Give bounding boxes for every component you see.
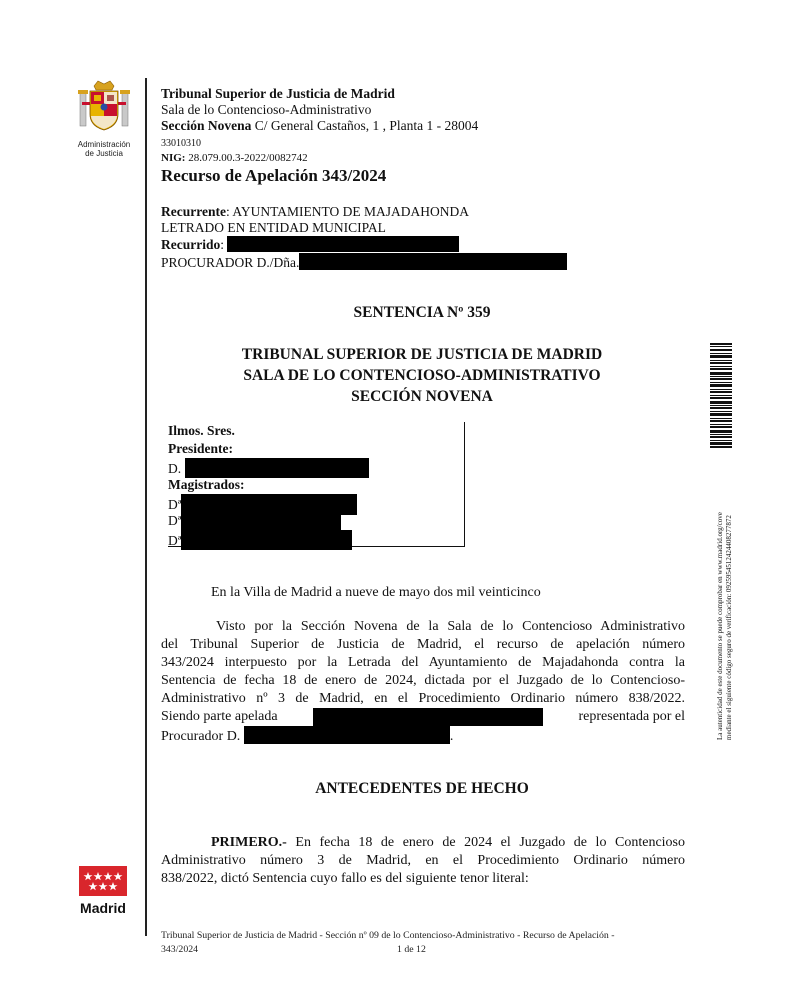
redaction-block — [313, 708, 543, 726]
president-prefix: D. — [168, 461, 182, 476]
intro-line: 343/2024 interpuesto por la Letrada del Ayuntamiento de Majadahonda contra la — [161, 655, 685, 670]
madrid-logo — [79, 866, 127, 920]
justicia-logo — [76, 80, 132, 158]
court-heading-line: SALA DE LO CONTENCIOSO-ADMINISTRATIVO — [243, 367, 601, 384]
primero-line — [161, 834, 685, 852]
footer-case: 343/2024 — [161, 944, 199, 955]
place-date: En la Villa de Madrid a nueve de mayo dos mil veinticinco — [211, 585, 541, 600]
margin-rule — [145, 78, 147, 936]
page-footer — [161, 929, 701, 957]
respondent — [161, 236, 459, 253]
barcode — [710, 343, 732, 449]
section-name: Sección Novena — [161, 118, 252, 133]
respondent-colon: : — [220, 237, 224, 252]
nig-value: 28.079.00.3-2022/0082742 — [185, 152, 308, 164]
page-number: 1 de 12 — [397, 944, 426, 955]
redaction-block — [227, 236, 459, 252]
president-label: Presidente: — [168, 441, 233, 456]
primero-text: En fecha 18 de enero de 2024 el Juzgado de lo Contencioso — [286, 835, 685, 850]
appellant — [161, 204, 469, 220]
section-address — [161, 118, 478, 134]
intro-line6-end: representada por el — [578, 709, 685, 724]
intro-line7-end: . — [449, 729, 454, 744]
footer-line: Tribunal Superior de Justicia de Madrid - Sección nº 09 de lo Contencioso-Administrativo - Recurso de Apelación - — [161, 930, 615, 941]
intro-line — [161, 726, 685, 746]
respondent-label: Recurrido — [161, 237, 221, 252]
court-name: Tribunal Superior de Justicia de Madrid — [161, 86, 395, 101]
address: C/ General Castaños, 1 , Planta 1 - 28004 — [251, 118, 479, 133]
redaction-block — [181, 530, 352, 550]
court-heading-line: TRIBUNAL SUPERIOR DE JUSTICIA DE MADRID — [241, 346, 603, 363]
primero-line: Administrativo número 3 de Madrid, en el Procedimiento Ordinario número — [161, 853, 685, 868]
redaction-block — [299, 253, 567, 270]
court-heading — [146, 344, 698, 407]
intro-line6-start: Siendo parte apelada — [161, 709, 278, 724]
chamber-name: Sala de lo Contencioso-Administrativo — [161, 102, 372, 117]
panel-heading: Ilmos. Sres. — [168, 423, 235, 438]
judges-panel — [168, 422, 465, 547]
primero-paragraph — [161, 834, 685, 888]
intro-line — [161, 708, 685, 726]
intro-paragraph — [161, 618, 685, 746]
redaction-block — [185, 458, 369, 478]
primero-label: PRIMERO.- — [211, 835, 287, 850]
appeal-title: Recurso de Apelación 343/2024 — [161, 166, 387, 185]
magistrate-prefix: Dª — [168, 533, 182, 548]
magistrate-row — [168, 512, 341, 530]
lawyer: LETRADO EN ENTIDAD MUNICIPAL — [161, 220, 386, 235]
intro-line7-start: Procurador D. — [161, 729, 241, 744]
president-row — [168, 458, 369, 478]
madrid-flag — [79, 866, 127, 896]
verification-note — [705, 470, 733, 740]
magistrate-row — [168, 530, 352, 550]
court-heading-line: SECCIÓN NOVENA — [351, 388, 493, 405]
verification-line: mediante el siguiente código seguro de verificación: 0925954512424408277872 — [725, 515, 733, 740]
verification-line: La autenticidad de este documento se puede comprobar en www.madrid.org/cove — [716, 512, 724, 740]
appellant-value: : AYUNTAMIENTO DE MAJADAHONDA — [225, 204, 470, 219]
magistrates-label: Magistrados: — [168, 477, 245, 492]
primero-line: 838/2022, dictó Sentencia cuyo fallo es del siguiente tenor literal: — [161, 871, 529, 886]
procurator — [161, 253, 567, 271]
redaction-block — [244, 726, 450, 744]
appellant-label: Recurrente — [161, 204, 226, 219]
justicia-label: Administración de Justicia — [77, 140, 131, 158]
footer-line — [161, 943, 701, 957]
office-code: 33010310 — [161, 138, 201, 149]
stars-icon — [79, 866, 127, 896]
magistrate-prefix: Dª — [168, 497, 182, 512]
barcode-icon — [710, 343, 732, 449]
intro-line: Visto por la Sección Novena de la Sala de lo Contencioso Administrativo — [216, 619, 685, 634]
nig — [161, 150, 308, 166]
intro-line: Administrativo nº 3 de Madrid, en el Procedimiento Ordinario número 838/2022. — [161, 691, 685, 706]
redaction-block — [181, 512, 341, 530]
intro-line: Sentencia de fecha 18 de enero de 2024, dictada por el Juzgado de lo Contencioso- — [161, 673, 685, 688]
procurator-label: PROCURADOR D./Dña. — [161, 255, 300, 270]
intro-line: del Tribunal Superior de Justicia de Madrid, el recurso de apelación número — [161, 637, 685, 652]
nig-label: NIG: — [161, 152, 186, 164]
sentence-title: SENTENCIA Nº 359 — [353, 304, 491, 321]
section-heading: ANTECEDENTES DE HECHO — [315, 780, 529, 797]
magistrate-prefix: Dª — [168, 513, 182, 528]
coat-of-arms-icon — [76, 80, 132, 134]
madrid-wordmark: Madrid — [80, 900, 126, 916]
